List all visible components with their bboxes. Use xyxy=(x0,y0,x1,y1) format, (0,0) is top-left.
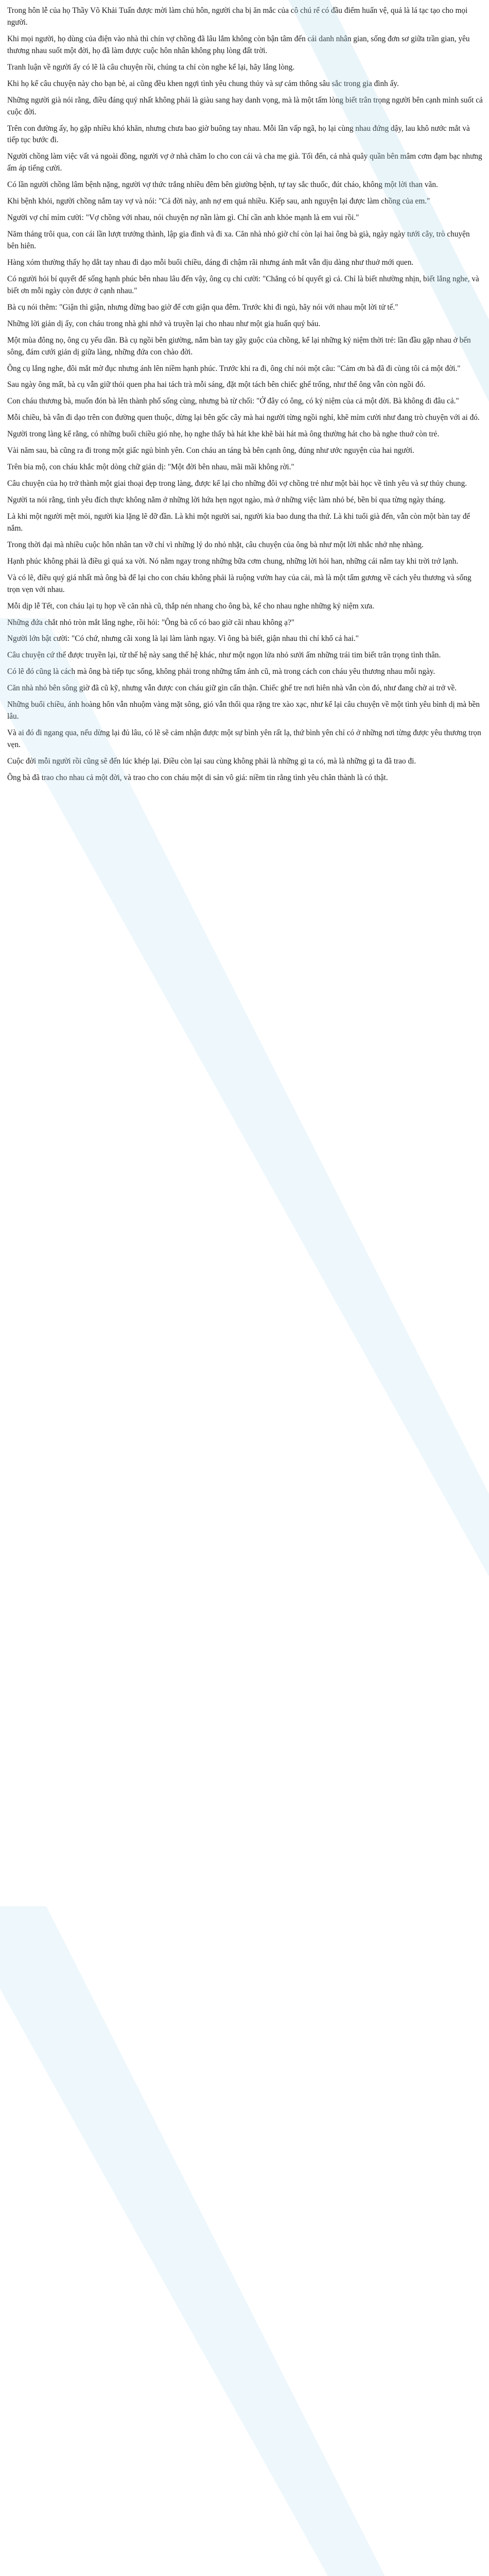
paragraph: Trên con đường ấy, họ gặp nhiều khó khăn, nhưng chưa bao giờ buông tay nhau. Mỗi lần vấp ngã, họ lại cùng nhau đứng dậy, lau khô nước mắt và tiếp tục bước đi. xyxy=(7,124,470,145)
paragraph: Người trong làng kể rằng, có những buổi chiều gió nhẹ, họ nghe thấy bà hát khe khẽ bài hát mà ông thường hát cho bà nghe thuở còn trẻ. xyxy=(7,430,440,439)
paragraph: Vài năm sau, bà cũng ra đi trong một giấc ngủ bình yên. Con cháu an táng bà bên cạnh ông, đúng như ước nguyện của hai người. xyxy=(7,446,414,455)
paragraph: Ông cụ lắng nghe, đôi mắt mờ đục nhưng ánh lên niềm hạnh phúc. Trước khi ra đi, ông chỉ nói một câu: "Cảm ơn bà đã đi cùng tôi cả một đời." xyxy=(7,364,461,373)
paragraph: Những lời giản dị ấy, con cháu trong nhà ghi nhớ và truyền lại cho nhau như một gia huấn quý báu. xyxy=(7,319,321,328)
story-body xyxy=(0,0,489,794)
paragraph: Sau ngày ông mất, bà cụ vẫn giữ thói quen pha hai tách trà mỗi sáng, đặt một tách bên chiếc ghế trống, như thể ông vẫn còn ngồi đó. xyxy=(7,380,426,389)
paragraph: Là khi một người mệt mỏi, người kia lặng lẽ đỡ đần. Là khi một người sai, người kia bao dung tha thứ. Là khi tuổi già đến, vẫn còn một bàn tay để nắm. xyxy=(7,512,470,533)
paragraph: Cuộc đời mỗi người rồi cũng sẽ đến lúc khép lại. Điều còn lại sau cùng không phải là những gì ta có, mà là những gì ta đã trao đi. xyxy=(7,756,416,766)
paragraph: Và ai đó đi ngang qua, nếu dừng lại đủ lâu, có lẽ sẽ cảm nhận được một sự bình yên rất lạ, thứ bình yên chỉ có ở những nơi từng được yêu thương trọn vẹn. xyxy=(7,728,481,749)
paragraph: Những đứa chắt nhỏ tròn mắt lắng nghe, rồi hỏi: "Ông bà cố có bao giờ cãi nhau không ạ?" xyxy=(7,618,294,627)
paragraph: Con cháu thương bà, muốn đón bà lên thành phố sống cùng, nhưng bà từ chối: "Ở đây có ông, có kỷ niệm của cả một đời. Bà không đi đâu cả." xyxy=(7,397,459,406)
paragraph: Trong hôn lễ của họ Thầy Võ Khải Tuấn được mời làm chủ hôn, người cha bị ăn mắc của cô chú rể có đầu điểm huấn vệ, quả là lá tạc tạo cho mọi người. xyxy=(7,6,468,27)
paragraph: Có người hỏi bí quyết để sống hạnh phúc bên nhau lâu đến vậy, ông cụ chỉ cười: "Chẳng có bí quyết gì cả. Chỉ là biết nhường nhịn, biết lắng nghe, và biết ơn mỗi ngày còn được ở cạnh nhau." xyxy=(7,274,479,295)
paragraph: Năm tháng trôi qua, con cái lần lượt trưởng thành, lập gia đình và đi xa. Căn nhà nhỏ giờ chỉ còn lại hai ông bà già, ngày ngày tưới cây, trò chuyện bên hiên. xyxy=(7,230,470,250)
paragraph: Khi họ kể câu chuyện này cho bạn bè, ai cũng đều khen ngợi tình yêu chung thủy và sự cảm thông sâu sắc trong gia đình ấy. xyxy=(7,79,399,88)
paragraph: Mỗi chiều, bà vẫn đi dạo trên con đường quen thuộc, dừng lại bên gốc cây mà hai người từng ngồi nghỉ, khẽ mỉm cười như đang trò chuyện với ai đó. xyxy=(7,413,480,422)
paragraph: Những buổi chiều, ánh hoàng hôn vẫn nhuộm vàng mặt sông, gió vẫn thổi qua rặng tre xào xạc, như kể lại câu chuyện về một tình yêu bình dị mà bền lâu. xyxy=(7,700,480,721)
paragraph: Khi mọi người, họ dùng của điện vào nhà thì chín vợ chồng đã lâu lắm không còn bận tâm đến cái danh nhân gian, sống đơn sơ giữa trần gian, yêu thương nhau suốt một đời, họ đã làm được cuộc hôn nhân không phụ lòng đất trời. xyxy=(7,34,470,55)
paragraph: Có lẽ đó cũng là cách mà ông bà tiếp tục sống, không phải trong những tấm ảnh cũ, mà trong cách con cháu yêu thương nhau mỗi ngày. xyxy=(7,667,435,676)
paragraph: Khi bệnh khỏi, người chồng nắm tay vợ và nói: "Cả đời này, anh nợ em quá nhiều. Kiếp sau, anh nguyện lại được làm chồng của em." xyxy=(7,197,430,206)
paragraph: Tranh luận về người ấy có lẽ là câu chuyện rồi, chúng ta chỉ còn nghe kể lại, hãy lắng lòng. xyxy=(7,62,295,72)
paragraph: Người lớn bật cười: "Có chứ, nhưng cãi xong là lại làm lành ngay. Vì ông bà biết, giận nhau thì chỉ khổ cả hai." xyxy=(7,634,359,643)
paragraph: Một mùa đông nọ, ông cụ yếu dần. Bà cụ ngồi bên giường, nắm bàn tay gầy guộc của chồng, kể lại những kỷ niệm thời trẻ: lần đầu gặp nhau ở bến sông, đám cưới giản dị giữa làng, những đứa con chào đời. xyxy=(7,335,471,357)
paragraph: Mỗi dịp lễ Tết, con cháu lại tụ họp về căn nhà cũ, thắp nén nhang cho ông bà, kể cho nhau nghe những kỷ niệm xưa. xyxy=(7,601,374,611)
paragraph: Có lần người chồng lâm bệnh nặng, người vợ thức trắng nhiều đêm bên giường bệnh, tự tay sắc thuốc, đút cháo, không một lời than vãn. xyxy=(7,180,438,190)
watermark-band xyxy=(0,1906,489,2576)
paragraph: Những người già nói rằng, điều đáng quý nhất không phải là giàu sang hay danh vọng, mà là một tấm lòng biết trân trọng người bên cạnh mình suốt cả cuộc đời. xyxy=(7,95,483,116)
paragraph: Căn nhà nhỏ bên sông giờ đã cũ kỹ, nhưng vẫn được con cháu giữ gìn cẩn thận. Chiếc ghế tre nơi hiên nhà vẫn còn đó, như đang chờ ai trở về. xyxy=(7,684,457,693)
paragraph: Câu chuyện cứ thế được truyền lại, từ thế hệ này sang thế hệ khác, như một ngọn lửa nhỏ sưởi ấm những trái tim biết trân trọng tình thân. xyxy=(7,651,441,660)
paragraph: Câu chuyện của họ trở thành một giai thoại đẹp trong làng, được kể lại cho những đôi vợ chồng trẻ như một bài học về tình yêu và sự thủy chung. xyxy=(7,479,467,488)
paragraph: Người vợ chỉ mỉm cười: "Vợ chồng với nhau, nói chuyện nợ nần làm gì. Chỉ cần anh khỏe mạnh là em vui rồi." xyxy=(7,213,359,223)
paragraph: Hạnh phúc không phải là điều gì quá xa vời. Nó nằm ngay trong những bữa cơm chung, những lời hỏi han, những cái nắm tay khi trời trở lạnh. xyxy=(7,556,459,566)
paragraph: Bà cụ nói thêm: "Giận thì giận, nhưng đừng bao giờ để cơn giận qua đêm. Trước khi đi ngủ, hãy nói với nhau một lời tử tế." xyxy=(7,302,398,312)
paragraph: Ông bà đã trao cho nhau cả một đời, và trao cho con cháu một di sản vô giá: niềm tin rằng tình yêu chân thành là có thật. xyxy=(7,773,388,782)
paragraph: Người ta nói rằng, tình yêu đích thực không nằm ở những lời hứa hẹn ngọt ngào, mà ở những việc làm nhỏ bé, bền bỉ qua từng ngày tháng. xyxy=(7,496,446,504)
paragraph: Trên bia mộ, con cháu khắc một dòng chữ giản dị: "Một đời bên nhau, mãi mãi không rời." xyxy=(7,463,294,472)
paragraph: Và có lẽ, điều quý giá nhất mà ông bà để lại cho con cháu không phải là ruộng vườn hay của cải, mà là một tấm gương về cách yêu thương và sống trọn vẹn với nhau. xyxy=(7,573,471,594)
paragraph: Người chồng làm việc vất vả ngoài đồng, người vợ ở nhà chăm lo cho con cái và cha mẹ già. Tối đến, cả nhà quây quần bên mâm cơm đạm bạc nhưng ấm áp tiếng cười. xyxy=(7,152,482,173)
paragraph: Hàng xóm thường thấy họ dắt tay nhau đi dạo mỗi buổi chiều, dáng đi chậm rãi nhưng ánh mắt vẫn dịu dàng như thuở mới quen. xyxy=(7,258,414,267)
paragraph: Trong thời đại mà nhiều cuộc hôn nhân tan vỡ chỉ vì những lý do nhỏ nhặt, câu chuyện của ông bà như một lời nhắc nhở nhẹ nhàng. xyxy=(7,540,424,549)
